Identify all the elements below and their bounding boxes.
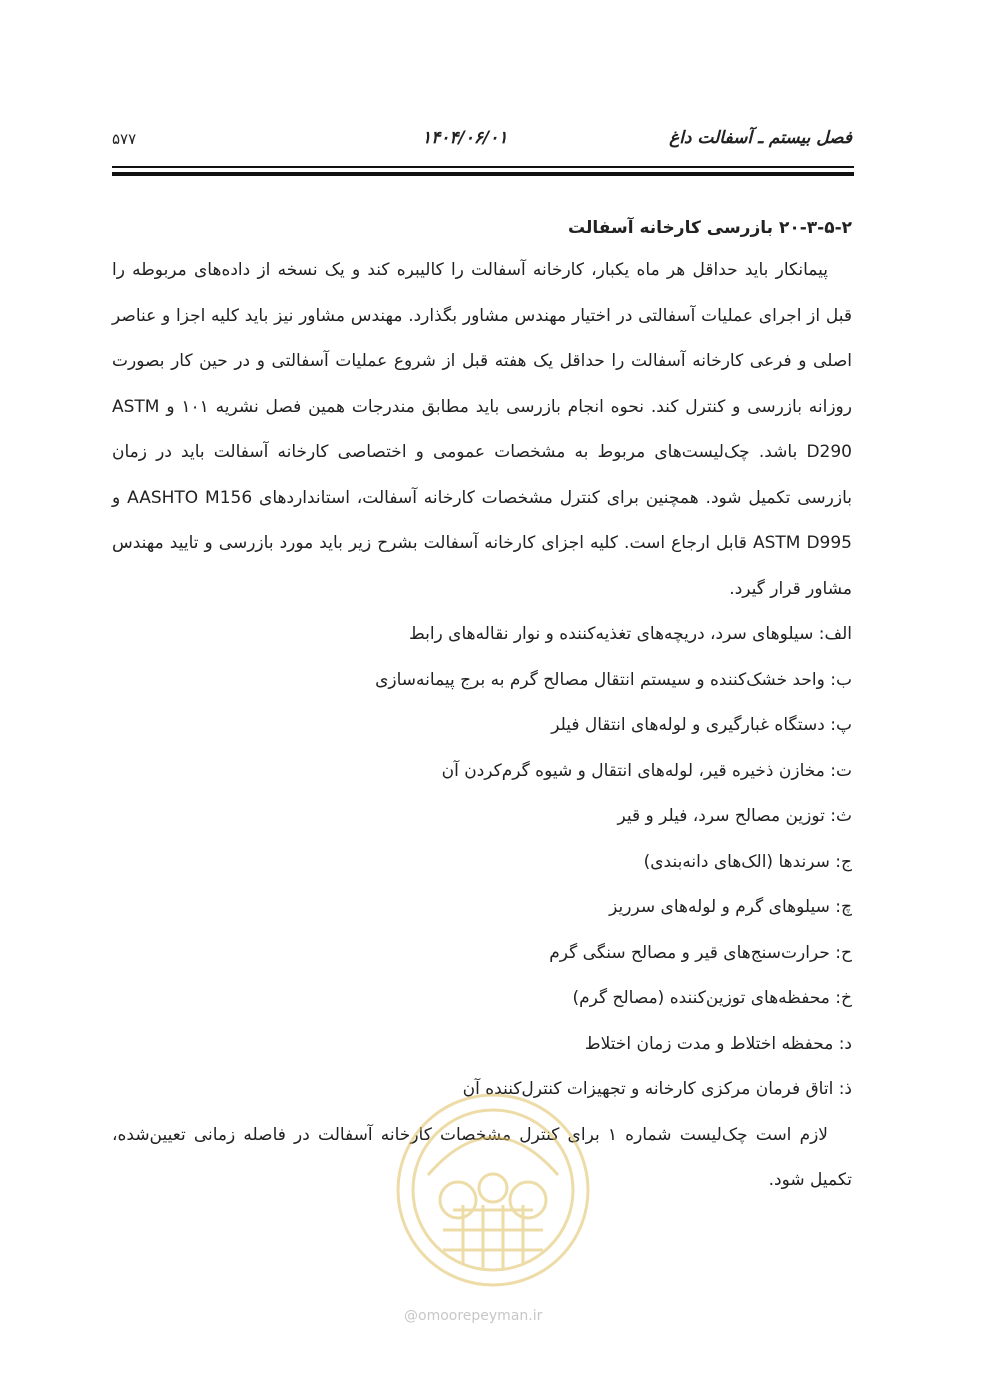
section-heading: ۲۰-۳-۵-۲ بازرسی کارخانه آسفالت [568, 218, 852, 238]
list-item: خ: محفظه‌های توزین‌کننده (مصالح گرم) [572, 988, 852, 1008]
page-number: ۵۷۷ [112, 130, 137, 148]
list-item: الف: سیلوهای سرد، دریچه‌های تغذیه‌کننده و نوار نقاله‌های رابط [408, 624, 852, 644]
list-item: ث: توزین مصالح سرد، فیلر و قیر [617, 806, 852, 826]
chapter-title: فصل بیستم ـ آسفالت داغ [669, 128, 852, 148]
section-body [112, 208, 852, 1204]
list-item: د: محفظه اختلاط و مدت زمان اختلاط [584, 1033, 852, 1054]
header-rule-thick [112, 172, 854, 176]
list-item: ت: مخازن ذخیره قیر، لوله‌های انتقال و شیوه گرم‌کردن آن [441, 760, 852, 781]
intro-paragraph: پیمانکار باید حداقل هر ماه یکبار، کارخانه آسفالت را کالیبره کند و یک نسخه از داده‌های مربوطه را قبل از اجرای عملیات آسفالتی در اختیار مهندس مشاور بگذارد. مهندس مشاور نیز باید کلیه اجزا و عناصر اصلی و فرعی کارخانه آسفالت را حداقل یک هفته قبل از شروع عملیات آسفالتی و در حین کار بصورت روزانه بازرسی و کنترل کند. نحوه انجام بازرسی باید مطابق مندرجات همین فصل نشریه ۱۰۱ و ASTM D290 باشد. چک‌لیست‌های مربوط به مشخصات عمومی و اختصاصی کارخانه آسفالت باید در زمان بازرسی تکمیل شود. همچنین برای کنترل مشخصات کارخانه آسفالت، استانداردهای AASHTO M156 و ASTM D995 قابل ارجاع است. کلیه اجزای کارخانه آسفالت بشرح زیر باید مورد بازرسی و تایید مهندس مشاور قرار گیرد. [112, 260, 853, 599]
inspection-items-list [112, 612, 852, 1113]
watermark-text: @omoorepeyman.ir [404, 1308, 543, 1324]
list-item: ح: حرارت‌سنج‌های قیر و مصالح سنگی گرم [549, 942, 852, 963]
list-item: ب: واحد خشک‌کننده و سیستم انتقال مصالح گرم به برج پیمانه‌سازی [375, 669, 852, 690]
list-item: ج: سرندها (الک‌های دانه‌بندی) [643, 851, 852, 872]
seal-logo-icon [388, 1080, 598, 1310]
list-item: ذ: اتاق فرمان مرکزی کارخانه و تجهیزات کنترل‌کننده آن [462, 1079, 852, 1099]
header-date: ۱۴۰۴/۰۶/۰۱ [422, 128, 508, 148]
header-rule-thin [112, 166, 854, 168]
closing-paragraph: لازم است چک‌لیست شماره ۱ برای کنترل مشخصات کارخانه آسفالت در فاصله زمانی تعیین‌شده، تکمیل شود. [112, 1124, 852, 1190]
list-item: چ: سیلوهای گرم و لوله‌های سرریز [609, 897, 852, 917]
list-item: پ: دستگاه غبارگیری و لوله‌های انتقال فیلر [551, 715, 852, 735]
page-header [112, 128, 852, 158]
